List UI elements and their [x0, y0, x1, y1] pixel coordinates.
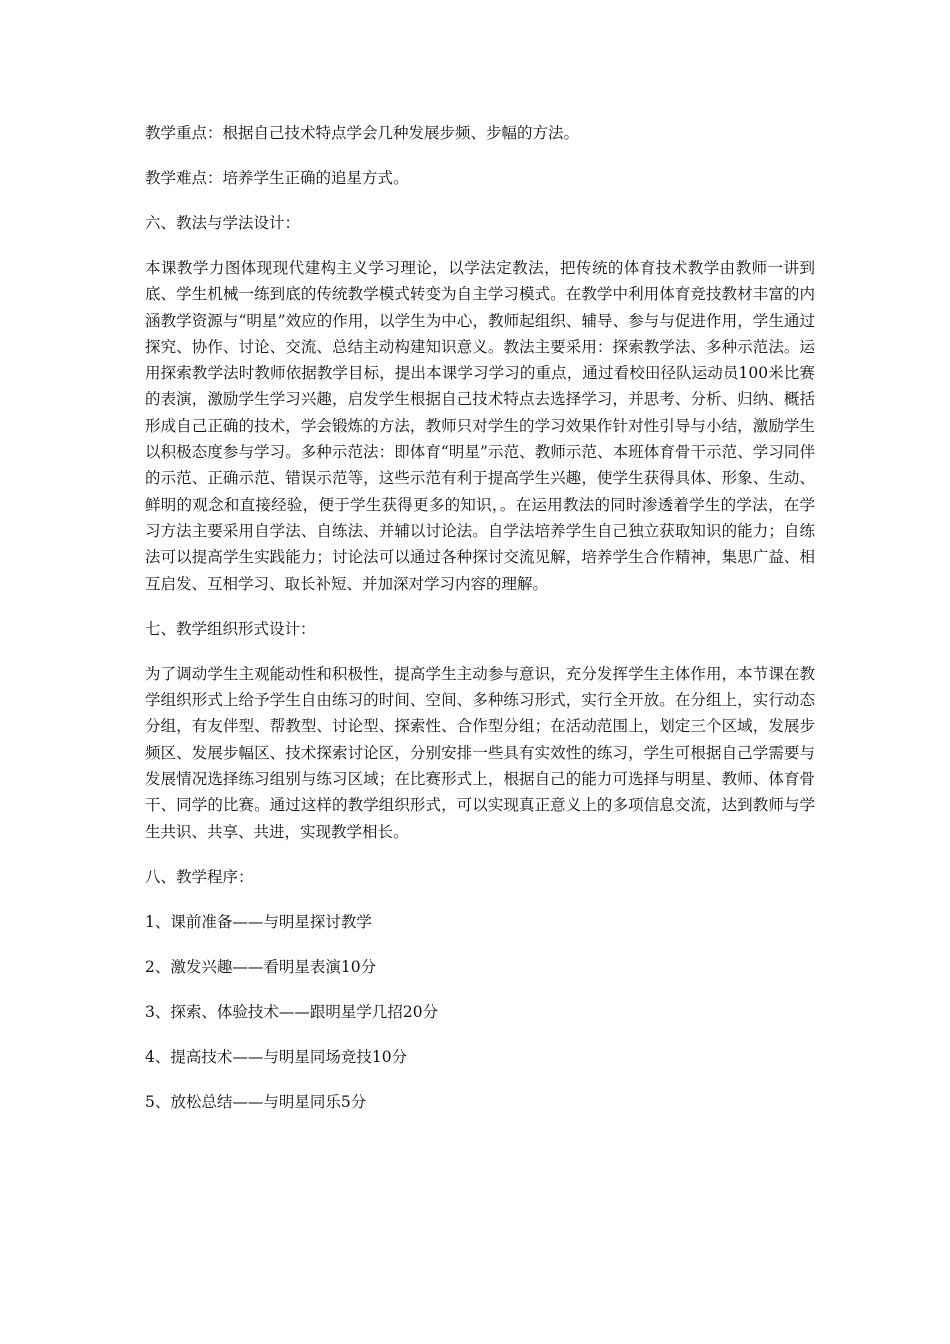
procedure-step: 4、提高技术——与明星同场竞技10分 [145, 1047, 408, 1066]
section-8-heading: 八、教学程序： [145, 867, 254, 886]
procedure-step: 1、课前准备——与明星探讨教学 [145, 912, 372, 931]
teaching-key-point: 教学重点：根据自己技术特点学会几种发展步频、步幅的方法。 [145, 124, 580, 142]
section-6-body: 本课教学力图体现现代建构主义学习理论，以学法定教法，把传统的体育技术教学由教师一讲到底、学生机械一练到底的传统教学模式转变为自主学习模式。在教学中利用体育竞技教材丰富的内涵教学资源与“明星”效应的作用，以学生为中心，教师起组织、辅导、参与与促进作用，学生通过探究、协作、讨论、交流、总结主动构建知识意义。教法主要采用：探索教学法、多种示范法。运用探索教学法时教师依据教学目标，提出本课学习学习的重点，通过看校田径队运动员100米比赛的表演，激励学生学习兴趣，启发学生根据自己技术特点去选择学习，并思考、分析、归纳、概括形成自己正确的技术，学会锻炼的方法，教师只对学生的学习效果作针对性引导与小结，激励学生以积极态度参与学习。多种示范法：即体育“明星”示范、教师示范、本班体育骨干示范、学习同伴的示范、正确示范、错误示范等，这些示范有利于提高学生兴趣，使学生获得具体、形象、生动、鲜明的观念和直接经验，便于学生获得更多的知识，。在运用教法的同时渗透着学生的学法，在学习方法主要采用自学法、自练法、并辅以讨论法。自学法培养学生自己独立获取知识的能力；自练法可以提高学生实践能力；讨论法可以通过各种探讨交流见解，培养学生合作精神，集思广益、相互启发、互相学习、取长补短、并加深对学习内容的理解。 [145, 259, 815, 593]
procedure-step: 2、激发兴趣——看明星表演10分 [145, 957, 377, 976]
section-6-heading: 六、教法与学法设计： [145, 214, 301, 232]
procedure-step: 3、探索、体验技术——跟明星学几招20分 [145, 1002, 439, 1021]
section-7-heading: 七、教学组织形式设计： [145, 619, 316, 638]
section-7-body: 为了调动学生主观能动性和积极性，提高学生主动参与意识，充分发挥学生主体作用，本节课在教学组织形式上给予学生自由练习的时间、空间、多种练习形式，实行全开放。在分组上，实行动态分组，有友伴型、帮教型、讨论型、探索性、合作型分组；在活动范围上，划定三个区域，发展步频区、发展步幅区、技术探索讨论区，分别安排一些具有实效性的练习，学生可根据自己学需要与发展情况选择练习组别与练习区域；在比赛形式上，根据自己的能力可选择与明星、教师、体育骨干、同学的比赛。通过这样的教学组织形式，可以实现真正意义上的多项信息交流，达到教师与学生共识、共享、共进，实现教学相长。 [145, 664, 815, 841]
document-page [145, 120, 815, 1115]
teaching-difficulty: 教学难点：培养学生正确的追星方式。 [145, 169, 409, 187]
procedure-step: 5、放松总结——与明星同乐5分 [145, 1092, 367, 1111]
